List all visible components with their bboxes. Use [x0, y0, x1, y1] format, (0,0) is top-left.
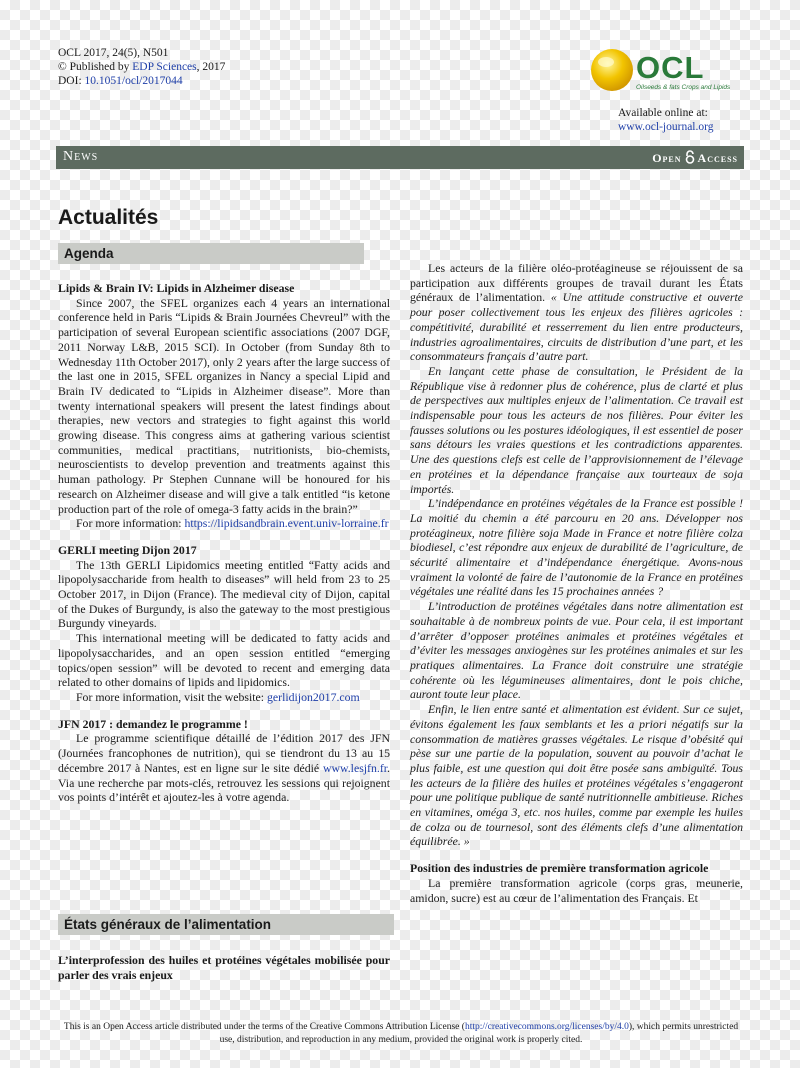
right-paragraph-1: Les acteurs de la filière oléo-protéagineuse se réjouissent de sa participation aux différents groupes de travail durant les États généraux de l’alimentation. « Une attitude constructive et ouverte pour poser collectivement tous les enjeux des filières agricoles : compétitivité, durabilité et resserrement du lien entre producteurs, industries agroalimentaires, circuits de distribution d’une part, et les consommateurs français d’autre part. [410, 261, 743, 364]
logo-text: OCL [636, 50, 705, 85]
logo-subtitle: Oilseeds & fats Crops and Lipids [636, 84, 731, 91]
banner-news-label: News [63, 149, 99, 164]
right-paragraph-6: La première transformation agricole (corps gras, meunerie, amidon, sucre) est au cœur de l’alimentation des Français. Et [410, 875, 743, 905]
lipids-info: For more information: https://lipidsandbrain.event.univ-lorraine.fr [76, 516, 389, 531]
jfn-link[interactable]: www.lesjfn.fr [322, 760, 388, 775]
lipids-link[interactable]: https://lipidsandbrain.event.univ-lorraine.fr [184, 516, 389, 531]
news-banner [56, 146, 744, 169]
jfn-paragraph: Le programme scientifique détaillé de l’édition 2017 des JFN (Journées francophones de nutrition), qui se tiendront du 13 au 15 décembre 2017 à Nantes, est en ligne sur le site dédié www.lesjfn.fr. Via une recherche par mots-clés, retrouvez les sessions qui rejoignent vos points d’intérêt et ajoutez-les à votre agenda. [58, 731, 390, 805]
doi-link[interactable]: 10.1051/ocl/2017044 [84, 75, 183, 87]
lipids-heading: Lipids & Brain IV: Lipids in Alzheimer disease [58, 281, 295, 295]
interpro-heading: L’interprofession des huiles et protéines végétales mobilisée pour parler des vrais enjeux [58, 953, 390, 982]
lipids-paragraph: Since 2007, the SFEL organizes each 4 years an international conference held in Paris “Lipids & Brain Journées Chevreul” with the participation of several European scientific associations (2007 DGF, 2011 Norway L&B, 2015 SCI). In October (from Sunday 8th to Wednesday 11th October 2017), only 2 years after the large success of the last one in 2015, SFEL organizes in Nancy a special Lipid and Brain IV dedicated to “Lipids in Alzheimer disease”. More than twenty international speakers will present the latest findings about therapies, new vectors and strategies to fight against this world growing disease. This congress aims at gathering various scientist communities, medical practitians, nutritionists, bio-chemists, neuroscientists to develop prevention and treatments against this human pathology. Pr Stephen Cunnane will be honoured for his research on Alzheimer disease and will give a talk entitled “is ketone production part of the role of omega-3 fatty acids in the brain?” [58, 295, 390, 516]
section-agenda: Agenda [58, 243, 364, 264]
license-footer: This is an Open Access article distributed under the terms of the Creative Commons Attribution License (http://creativecommons.org/licenses/by/4.0), which permits unrestricted use, distribution, and reproduction in any medium, provided the original work is properly cited. [63, 1022, 739, 1045]
gerli-heading: GERLI meeting Dijon 2017 [58, 542, 197, 557]
available-online [618, 106, 714, 134]
citation-block [58, 46, 225, 88]
published-by: © Published by EDP Sciences, 2017 [58, 61, 226, 73]
right-column [410, 261, 743, 905]
left-column [58, 281, 390, 805]
gerli-paragraph-1: The 13th GERLI Lipidomics meeting entitled “Fatty acids and lipopolysaccharide from health to diseases” will held from 23 to 25 October 2017, in Dijon (France). The medieval city of Dijon, capital of the Dukes of Burgundy, is also the gateway to the most prestigious Burgundy vineyards. [58, 557, 390, 631]
open-lock-icon [685, 150, 695, 164]
right-paragraph-5: Enfin, le lien entre santé et alimentation est évident. Sur ce sujet, évitons également les faux semblants et les a priori négatifs sur la consommation de matières grasses végétales. Le risque d’obésité qui pèse sur une partie de la population, souvent au pouvoir d’achat le plus faible, est une question qui doit être posée sans ambiguïté. Tous les acteurs de la filière des huiles et protéines végétales s’engageront pour une politique publique de santé nutritionnelle ambitieuse. Riches en vitamines, oméga 3, etc. nos huiles, comme par exemple les huiles de colza ou de tournesol, sont des éléments clefs d’une alimentation équilibrée. » [410, 702, 743, 849]
right-paragraph-3: L’indépendance en protéines végétales de la France est possible ! La moitié du chemin a été parcouru en 20 ans. Développer nos protéagineux, notre filière soja Made in France et notre filière colza biodiesel, c’est répondre aux enjeux de durabilité de l’agriculture, de sécurité alimentaire et d’indépendance énergétique. Avons-nous vraiment la volonté de faire de l’autonomie de la France en protéines végétales une réalité dans les 15 prochaines années ? [410, 496, 743, 599]
journal-url-link[interactable]: www.ocl-journal.org [618, 121, 714, 133]
section-etats-generaux: États généraux de l’alimentation [58, 914, 394, 935]
license-link[interactable]: http://creativecommons.org/licenses/by/4.0 [464, 1022, 629, 1032]
interpro-block [58, 953, 390, 982]
gerli-paragraph-2: This international meeting will be dedicated to fatty acids and lipopolysaccharides, and an open session entitled “emerging topics/open session” will be devoted to recent and emerging data related to other domains of lipids and lipidomics. [58, 631, 390, 690]
position-heading: Position des industries de première transformation agricole [410, 861, 709, 876]
jfn-heading: JFN 2017 : demandez le programme ! [58, 716, 248, 731]
open-access-label: Open Access [652, 151, 738, 165]
citation: OCL 2017, 24(5), N501 [58, 47, 169, 59]
available-label: Available online at: [618, 107, 708, 119]
gerli-link[interactable]: gerlidijon2017.com [267, 689, 360, 704]
right-paragraph-4: L’introduction de protéines végétales dans notre alimentation est souhaitable à de nombreux points de vue. Pour cela, il est important d’arrêter d’opposer protéines animales et protéines végétales et d’éviter les messages anxiogènes sur les protéines animales et sur les pratiques alimentaires. La France doit construire une stratégie cohérente où les légumineuses alimentaires, dont le pois chiche, auront toute leur place. [410, 599, 743, 702]
right-paragraph-2: En lançant cette phase de consultation, le Président de la République vise à redonner plus de cohérence, plus de clarté et plus de perspectives aux multiples enjeux de l’alimentation. Ce travail est indispensable pour tous les acteurs de nos filières. Pour éviter les fausses solutions ou les postures idéologiques, il est essentiel de poser sans détours les vraies questions et les contradictions apparentes. Une des questions clefs est celle de l’approvisionnement de l’élevage en protéines et la dépendance française aux tourteaux de soja importés. [410, 363, 743, 496]
doi-line: DOI: 10.1051/ocl/2017044 [58, 75, 183, 87]
page-title: Actualités [58, 206, 159, 229]
publisher-link[interactable]: EDP Sciences [132, 61, 197, 73]
gerli-info: For more information, visit the website: gerlidijon2017.com [76, 689, 360, 704]
